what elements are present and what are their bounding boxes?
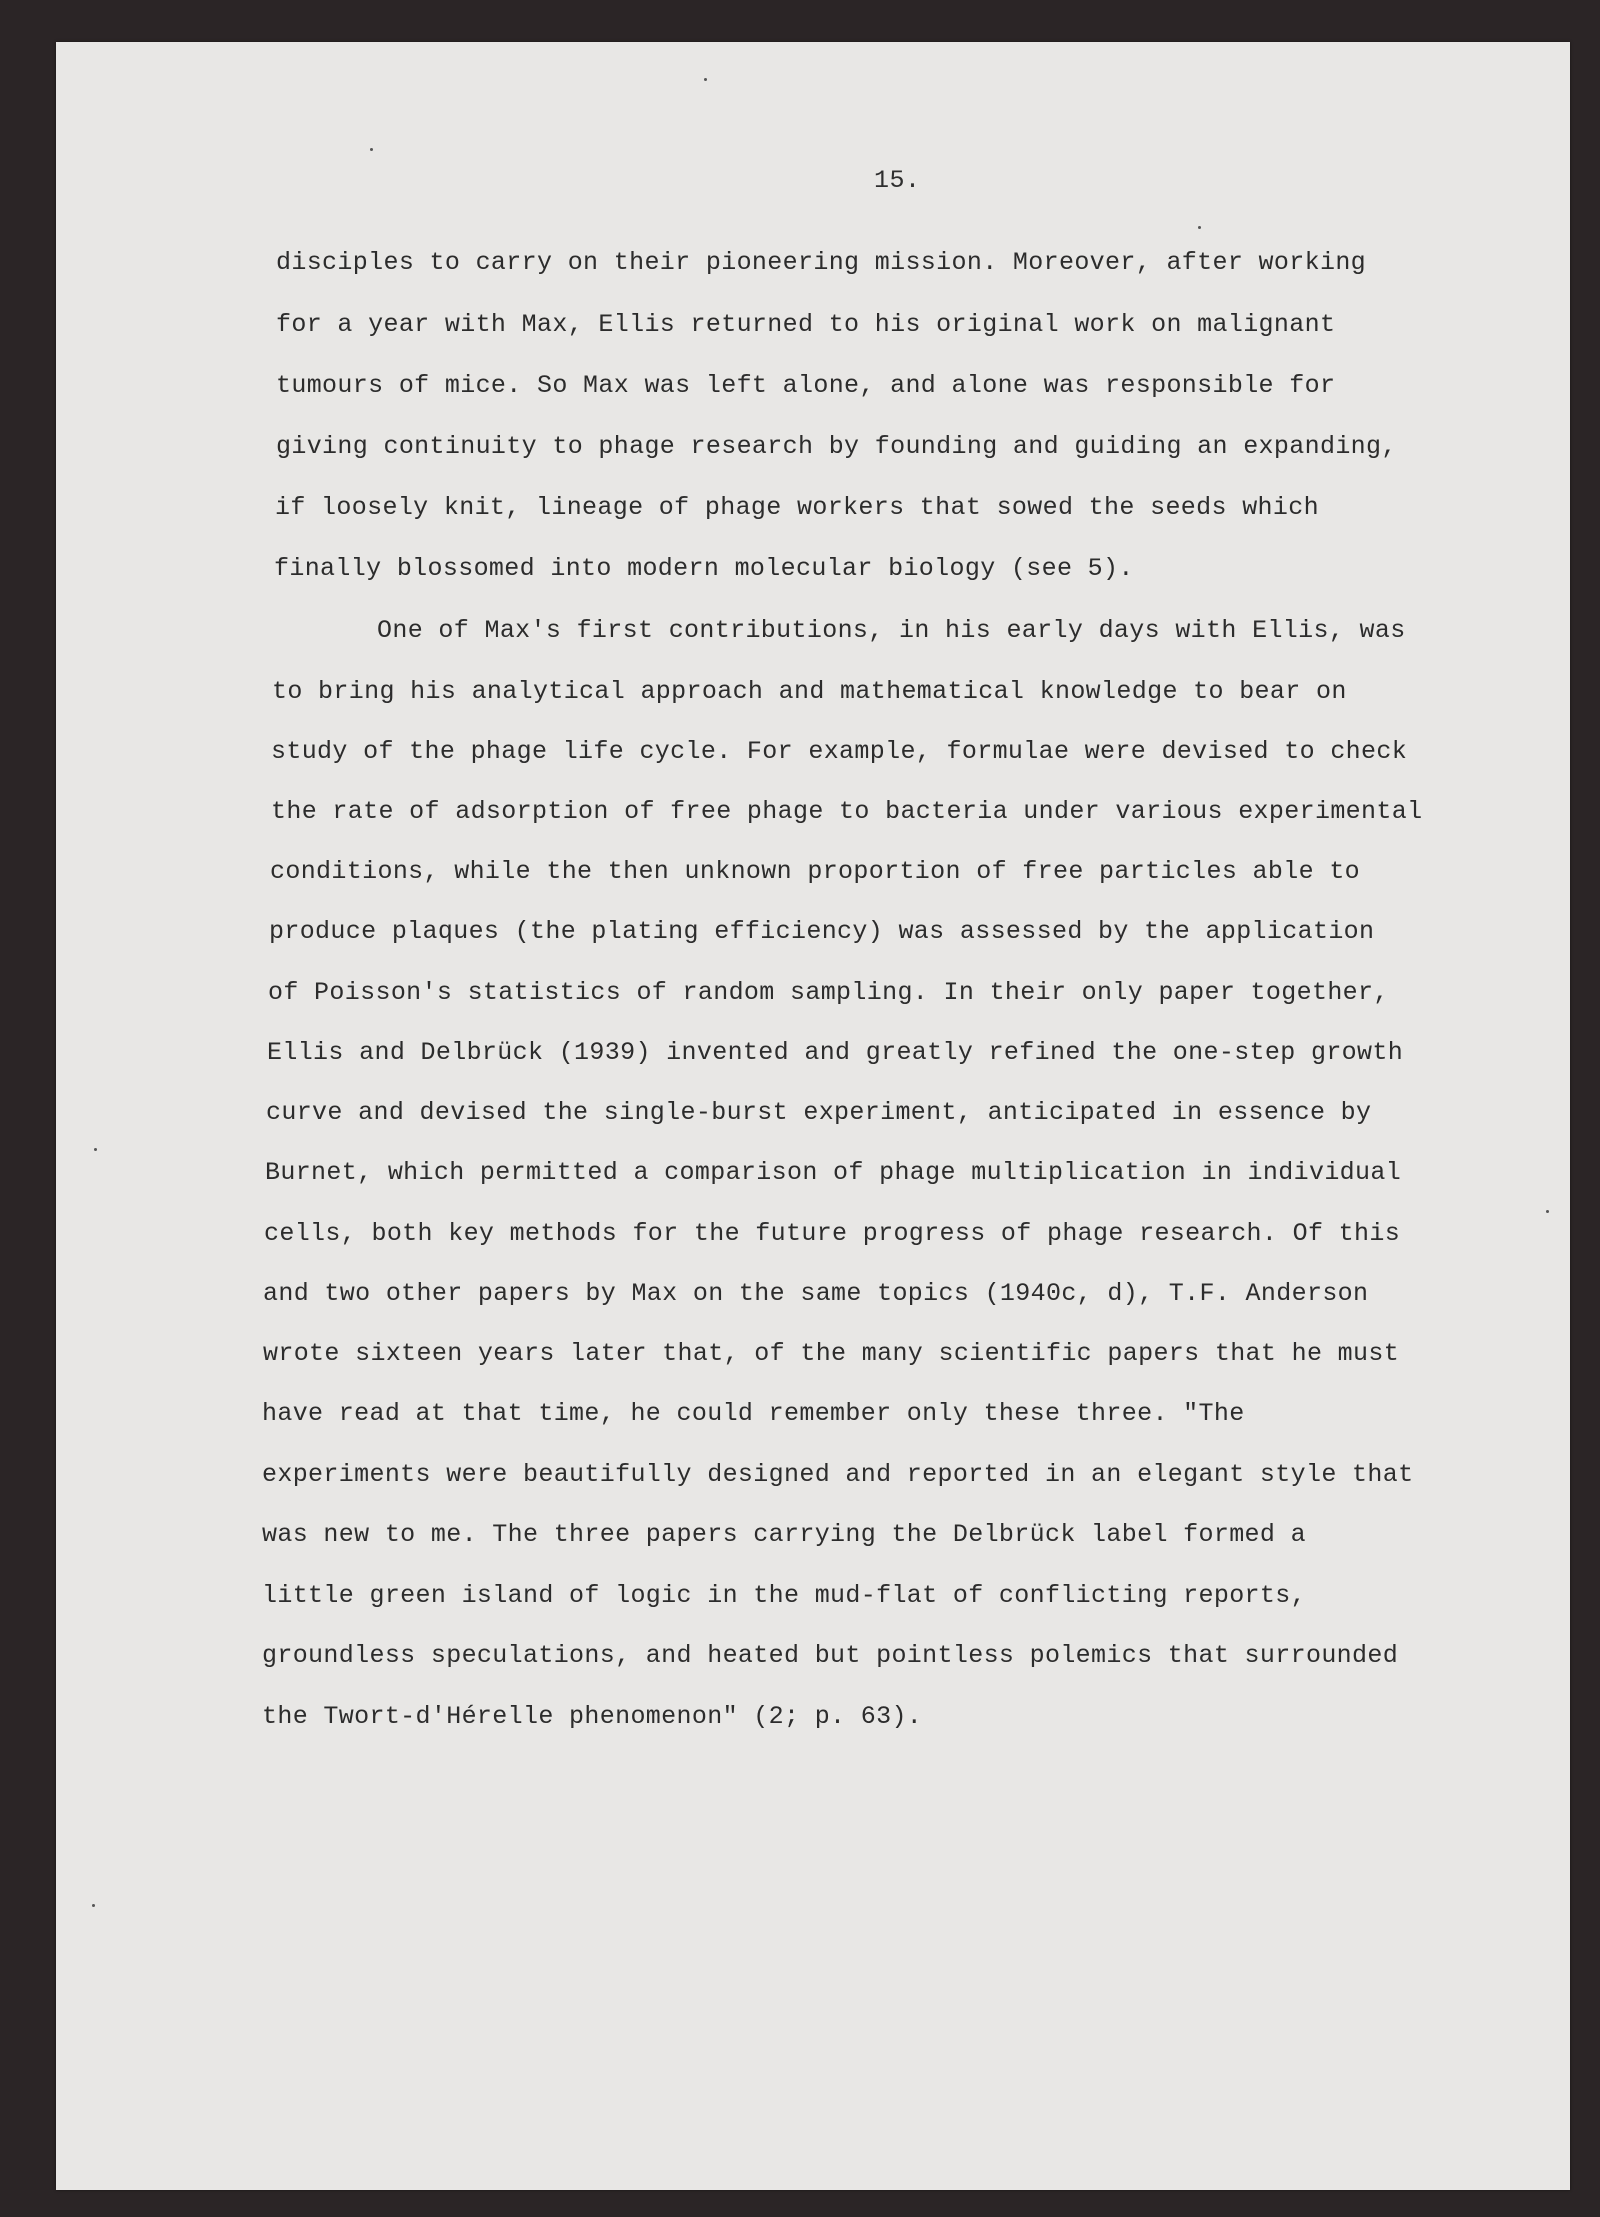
text-line: have read at that time, he could remember only these three. "The (262, 1399, 1245, 1428)
text-line: to bring his analytical approach and mathematical knowledge to bear on (272, 677, 1347, 706)
text-line: for a year with Max, Ellis returned to his original work on malignant (276, 310, 1336, 339)
text-line: giving continuity to phage research by founding and guiding an expanding, (276, 432, 1397, 461)
text-line: and two other papers by Max on the same topics (1940c, d), T.F. Anderson (263, 1279, 1369, 1308)
text-line: experiments were beautifully designed and reported in an elegant style that (262, 1460, 1414, 1489)
page-number: 15. (874, 166, 921, 195)
paper-speck (370, 148, 373, 151)
text-line: the Twort-d'Hérelle phenomenon" (2; p. 63). (262, 1702, 923, 1731)
paper-speck (704, 78, 707, 81)
text-line: Burnet, which permitted a comparison of phage multiplication in individual (265, 1158, 1402, 1187)
text-line: the rate of adsorption of free phage to bacteria under various experimental (271, 797, 1423, 826)
text-line: finally blossomed into modern molecular biology (see 5). (274, 554, 1134, 583)
paper-speck (1198, 226, 1201, 229)
text-line: wrote sixteen years later that, of the many scientific papers that he must (263, 1339, 1400, 1368)
document-page (56, 42, 1570, 2190)
text-line: Ellis and Delbrück (1939) invented and greatly refined the one-step growth (267, 1038, 1404, 1067)
paper-speck (94, 1148, 97, 1151)
text-line: tumours of mice. So Max was left alone, and alone was responsible for (276, 371, 1336, 400)
text-line: disciples to carry on their pioneering mission. Moreover, after working (276, 248, 1367, 277)
text-line: One of Max's first contributions, in his early days with Ellis, was (377, 616, 1406, 645)
text-line: was new to me. The three papers carrying the Delbrück label formed a (262, 1520, 1306, 1549)
text-line: cells, both key methods for the future progress of phage research. Of this (264, 1219, 1401, 1248)
text-line: curve and devised the single-burst experiment, anticipated in essence by (266, 1098, 1372, 1127)
text-line: little green island of logic in the mud-flat of conflicting reports, (262, 1581, 1306, 1610)
paper-speck (1546, 1210, 1549, 1213)
text-line: produce plaques (the plating efficiency) was assessed by the application (269, 917, 1375, 946)
text-line: conditions, while the then unknown proportion of free particles able to (270, 857, 1361, 886)
text-line: groundless speculations, and heated but pointless polemics that surrounded (262, 1641, 1399, 1670)
text-line: if loosely knit, lineage of phage workers that sowed the seeds which (275, 493, 1319, 522)
text-line: study of the phage life cycle. For example, formulae were devised to check (271, 737, 1408, 766)
text-line: of Poisson's statistics of random sampling. In their only paper together, (268, 978, 1389, 1007)
paper-speck (92, 1904, 95, 1907)
